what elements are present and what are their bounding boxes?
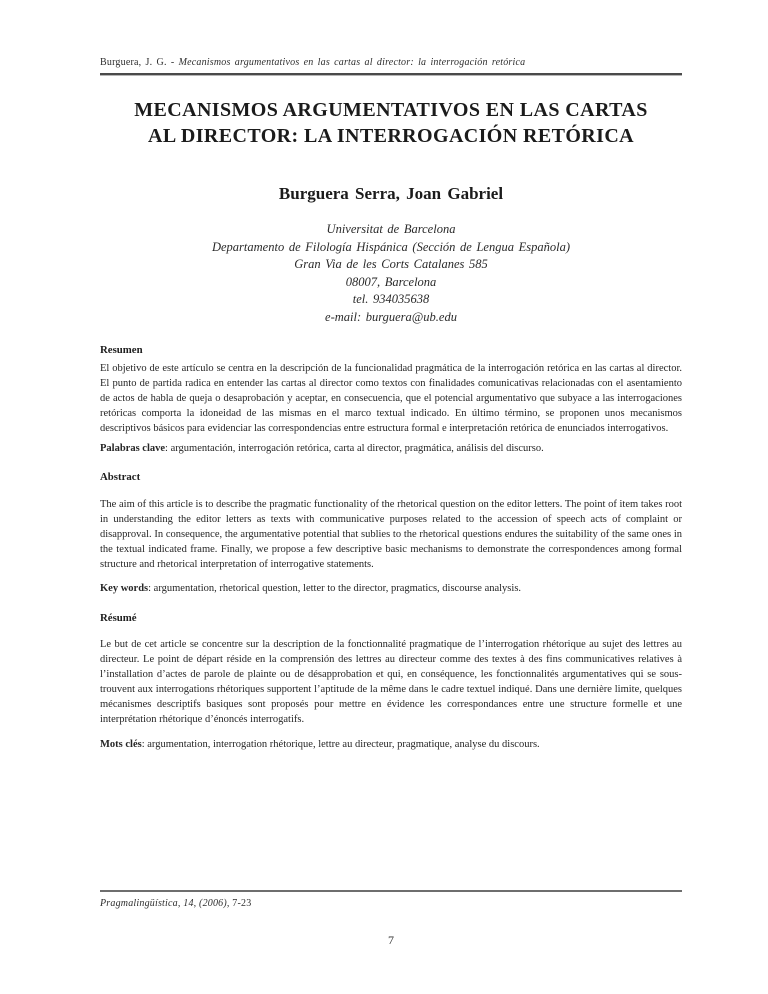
article-title-line1: MECANISMOS ARGUMENTATIVOS EN LAS CARTAS (134, 99, 648, 121)
article-title-line2: AL DIRECTOR: LA INTERROGACIÓN RETÓRICA (147, 125, 635, 147)
mots-cles-text: : argumentation, interrogation rhétorique, lettre au directeur, pragmatique, analyse du discours. (141, 738, 540, 750)
journal-reference (100, 897, 682, 910)
affiliation-institution: Universitat de Barcelona (326, 222, 456, 236)
article-title (100, 97, 682, 149)
resumen-heading: Resumen (100, 343, 143, 356)
journal-pages: 7-23 (229, 898, 252, 909)
author-name: Burguera Serra, Joan Gabriel (278, 184, 504, 203)
running-head-work-title: Mecanismos argumentativos en las cartas al director: la interrogación retórica (178, 57, 526, 68)
page-content-column (100, 0, 682, 752)
palabras-clave-line (100, 441, 682, 456)
running-head (100, 0, 682, 69)
header-rule (100, 73, 682, 76)
page-footer (100, 890, 682, 910)
abstract-heading: Abstract (100, 470, 141, 483)
affiliation-email: e-mail: burguera@ub.edu (325, 309, 457, 324)
affiliation-city: 08007, Barcelona (345, 274, 437, 289)
footer-rule (100, 890, 682, 892)
journal-citation: Pragmalingüística, 14, (2006), (100, 898, 230, 909)
running-head-citation: Burguera, J. G. - (100, 57, 175, 68)
key-words-label: Key words (100, 582, 149, 594)
palabras-clave-label: Palabras clave (100, 442, 166, 454)
page-number: 7 (388, 933, 394, 947)
affiliation-phone: tel. 934035638 (352, 292, 430, 307)
key-words-text: : argumentation, rhetorical question, letter to the director, pragmatics, discourse analysis. (148, 582, 522, 594)
palabras-clave-text: : argumentación, interrogación retórica, carta al director, pragmática, análisis del discurso. (165, 442, 544, 454)
resume-fr-heading: Résumé (100, 611, 137, 624)
affiliation-street: Gran Via de les Corts Catalanes 585 (294, 257, 488, 272)
affiliation-block (100, 221, 682, 327)
mots-cles-label: Mots clés (100, 738, 142, 750)
key-words-line (100, 581, 682, 596)
abstract-body: The aim of this article is to describe the pragmatic functionality of the rhetorical question on the editor letters. The point of item takes root in understanding the editor letters as texts with communicative purposes related to the accession of speech acts of complaint or disapproval. In consequence, the argumentative potential that sublies to the rhetorical questions endures the suitability of the same ones in the textual indicated frame. Finally, we propose a few descriptive basic mechanisms to demonstrate the correspondences among formal structure and rhetorical interpretation of interrogative statements. (100, 498, 682, 570)
mots-cles-line (100, 737, 682, 752)
resume-fr-body: Le but de cet article se concentre sur la description de la fonctionnalité pragmatique de l’interrogation rhétorique au sujet des lettres au directeur. Le point de départ réside en la comprensión des lettres au directeur comme des textes à des fins communicatives relatives à l’installation d’actes de parole de plainte ou de désapprobation et qui, en conséquence, les fonctionnalités argumentatives qui se sous-trouvent aux interrogations rhétoriques supportent l’aptitude de la même dans le cadre textuel indiqué. Dans une dernière limite, quelques mécanismes descriptifs basiques sont proposés pour mettre en évidence les correspondances entre une structure formelle et une interprétation rhétorique d’énoncés interrogatifs. (100, 638, 682, 725)
resumen-body: El objetivo de este artículo se centra en la descripción de la funcionalidad pragmática de la interrogación retórica en las cartas al director. El punto de partida radica en entender las cartas al director como textos con finalidades comunicativas relacionadas con el asentamiento de actos de habla de queja o desaprobación y aceptar, en consecuencia, que el potencial argumentativo que subyace a las interrogaciones retóricas comporta la idoneidad de las mismas en el marco textual indicado. En último término, se proponen unos mecanismos descriptivos básicos para evidenciar las correspondencias entre estructura formal e interpretación retórica de enunciados interrogativos. (100, 362, 682, 434)
affiliation-department: Departamento de Filología Hispánica (Sección de Lengua Española) (211, 239, 570, 254)
